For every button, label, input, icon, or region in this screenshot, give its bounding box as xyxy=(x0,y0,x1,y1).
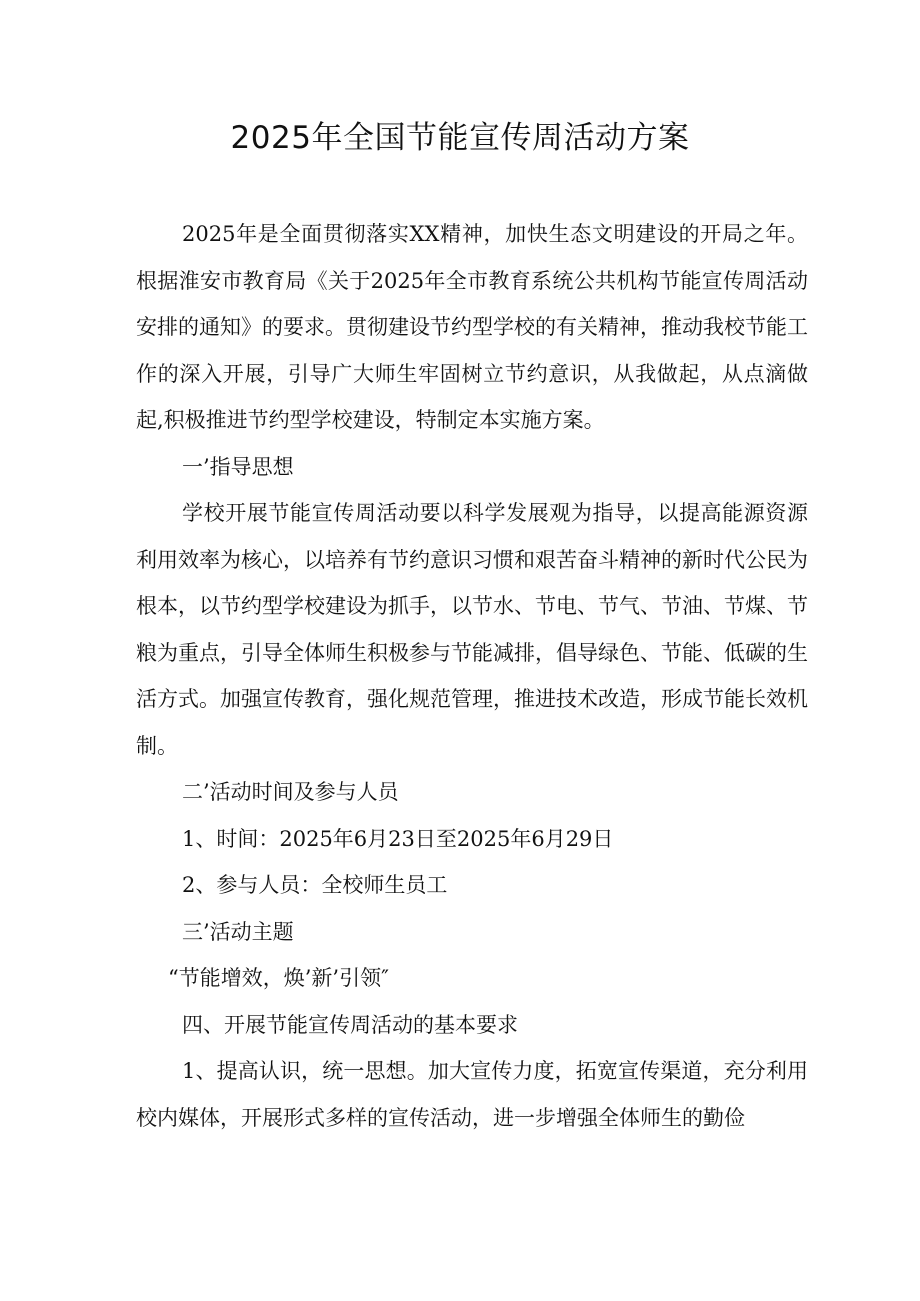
section-heading-time-participants: 二’活动时间及参与人员 xyxy=(182,780,399,804)
document-title: 2025年全国节能宣传周活动方案 xyxy=(230,120,690,156)
guiding-thought-paragraph: 学校开展节能宣传周活动要以科学发展观为指导，以提高能源资源利用效率为核心，以培养有节约意识习惯和艰苦奋斗精神的新时代公民为根本，以节约型学校建设为抓手，以节水、节电、节气、节油、节煤、节粮为重点，引导全体师生积极参与节能减排，倡导绿色、节能、低碳的生活方式。加强宣传教育，强化规范管理，推进技术改造，形成节能长效机制。 xyxy=(136,501,808,758)
section-heading-guiding-thought: 一’指导思想 xyxy=(182,454,294,479)
document-body xyxy=(136,211,808,1141)
section-heading-requirements: 四、开展节能宣传周活动的基本要求 xyxy=(182,1012,518,1037)
section-heading-theme: 三’活动主题 xyxy=(182,919,294,944)
requirement-paragraph-1: 1、提高认识，统一思想。加大宣传力度，拓宽宣传渠道，充分利用校内媒体，开展形式多样的宣传活动，进一步增强全体师生的勤俭 xyxy=(136,1059,808,1130)
participants-line: 2、参与人员：全校师生员工 xyxy=(182,873,448,897)
theme-slogan: “节能增效，焕’新’引领″ xyxy=(168,966,389,990)
intro-paragraph: 2025年是全面贯彻落实XX精神，加快生态文明建设的开局之年。根据淮安市教育局《关于2025年全市教育系统公共机构节能宣传周活动安排的通知》的要求。贯彻建设节约型学校的有关精神，推动我校节能工作的深入开展，引导广大师生牢固树立节约意识，从我做起，从点滴做起,积极推进节约型学校建设，特制定本实施方案。 xyxy=(136,222,808,432)
time-line: 1、时间：2025年6月23日至2025年6月29日 xyxy=(182,826,614,851)
